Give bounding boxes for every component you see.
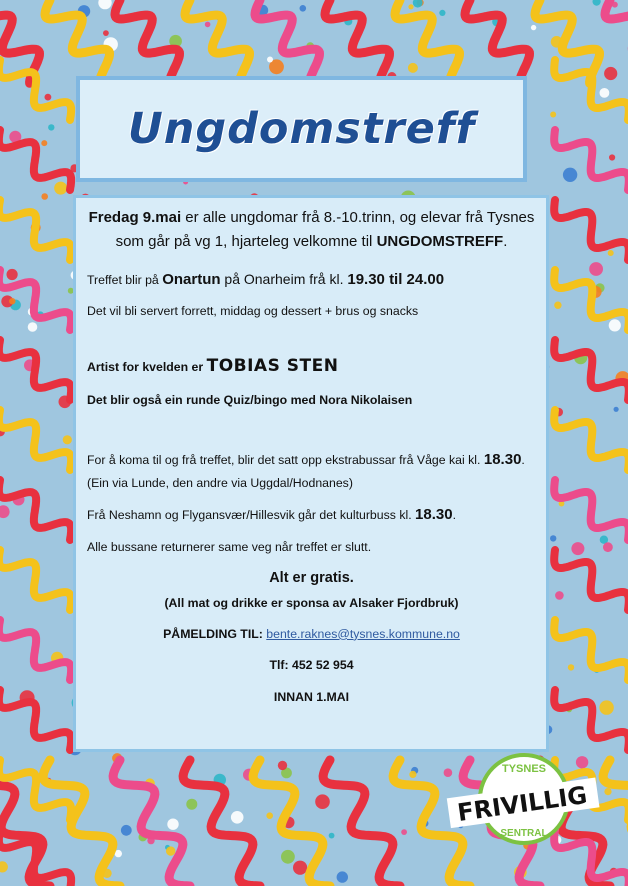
title-banner — [76, 76, 527, 182]
intro-end: . — [503, 233, 508, 251]
event-name: UNGDOMSTREFF — [376, 233, 504, 251]
intro-paragraph — [87, 206, 536, 255]
bus1-after: . (Ein via Lunde, den andre via Uggdal/Hodnanes) — [87, 452, 525, 491]
intro-text: er alle ungdomar frå 8.-10.trinn, og elevar frå Tysnes som går på vg 1, hjarteleg velkomne til — [115, 209, 535, 251]
info-panel — [73, 195, 549, 752]
phone-line: Tlf: 452 52 954 — [269, 658, 354, 673]
deadline-line: INNAN 1.MAI — [273, 689, 350, 704]
bus-info-2 — [87, 505, 536, 525]
free-line: Alt er gratis. — [269, 569, 354, 586]
bus1-text: For å koma til og frå treffet, blir det satt opp ekstrabussar frå Våge kai kl. — [87, 452, 484, 467]
event-date: Fredag 9.mai — [88, 209, 182, 226]
bus2-time: 18.30 — [415, 505, 453, 523]
signup-email-link[interactable]: bente.raknes@tysnes.kommune.no — [266, 626, 460, 641]
venue-line — [87, 270, 536, 290]
logo-top-text: TYSNES — [501, 763, 547, 775]
bus-info-1 — [87, 447, 536, 495]
logo-bottom-text: SENTRAL — [500, 828, 548, 839]
artist-pre: Artist for kvelden er — [87, 360, 207, 375]
bus2-end: . — [452, 507, 457, 522]
artist-name: TOBIAS STEN — [206, 356, 339, 377]
bus1-time: 18.30 — [483, 450, 522, 468]
signup-line — [87, 626, 536, 643]
logo-main-text: FRIVILLIG — [455, 781, 589, 827]
artist-line — [87, 355, 536, 378]
bus2-text: Frå Neshamn og Flygansvær/Hillesvik går det kulturbuss kl. — [87, 507, 416, 522]
bus-info-3: Alle bussane returnerer same veg når treffet er slutt. — [87, 539, 372, 554]
venue-pre: Treffet blir på — [87, 272, 163, 287]
sponsor-line: (All mat og drikke er sponsa av Alsaker Fjordbruk) — [164, 596, 459, 611]
frivillig-sentral-logo — [442, 752, 602, 846]
page-title: Ungdomstreff — [127, 104, 476, 154]
signup-label: PÅMELDING TIL: — [163, 626, 267, 641]
food-line: Det vil bli servert forrett, middag og dessert + brus og snacks — [87, 303, 419, 318]
venue-place: Onartun — [162, 270, 221, 288]
quiz-line: Det blir også ein runde Quiz/bingo med Nora Nikolaisen — [87, 393, 413, 408]
venue-mid: på Onarheim frå kl. — [220, 270, 348, 287]
venue-time: 19.30 til 24.00 — [347, 270, 445, 288]
